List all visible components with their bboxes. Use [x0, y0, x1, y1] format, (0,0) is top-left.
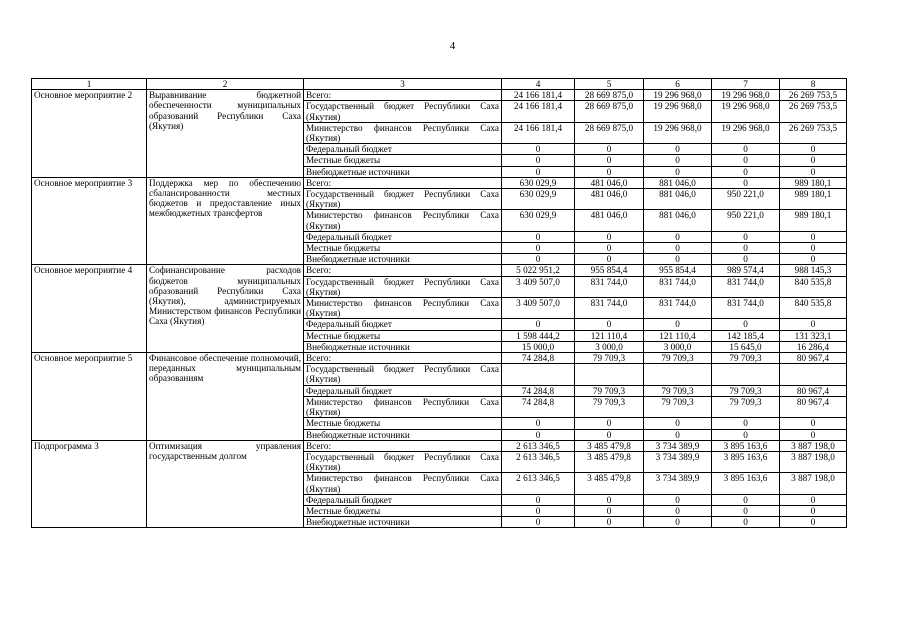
amount-cell: 19 296 968,0: [712, 122, 780, 143]
amount-cell: 0: [780, 505, 847, 516]
amount-cell: 840 535,8: [780, 298, 847, 319]
amount-cell: 0: [712, 144, 780, 155]
amount-cell: [575, 364, 644, 385]
amount-cell: 481 046,0: [575, 210, 644, 231]
amount-cell: 0: [575, 254, 644, 265]
amount-cell: 0: [575, 155, 644, 166]
amount-cell: 79 709,3: [644, 385, 712, 396]
amount-cell: 0: [502, 517, 575, 528]
amount-cell: 0: [780, 144, 847, 155]
funding-source-cell: Всего:: [304, 177, 502, 188]
amount-cell: 0: [502, 155, 575, 166]
event-name-cell: Подпрограмма 3: [32, 440, 147, 528]
amount-cell: 1 598 444,2: [502, 330, 575, 341]
amount-cell: 0: [712, 155, 780, 166]
amount-cell: [502, 364, 575, 385]
amount-cell: 0: [780, 231, 847, 242]
amount-cell: 74 284,8: [502, 396, 575, 417]
amount-cell: 0: [780, 517, 847, 528]
amount-cell: 3 409 507,0: [502, 298, 575, 319]
table-row: [32, 440, 847, 451]
event-description-cell: Финансовое обеспечение полномочий, переданных муниципальным образованиям: [147, 353, 304, 441]
amount-cell: 131 323,1: [780, 330, 847, 341]
amount-cell: 0: [502, 418, 575, 429]
amount-cell: 0: [575, 144, 644, 155]
funding-source-cell: Министерство финансов Республики Саха (Якутия): [304, 122, 502, 143]
amount-cell: 0: [575, 429, 644, 440]
column-header: 8: [780, 79, 847, 90]
amount-cell: 74 284,8: [502, 385, 575, 396]
budget-table: [31, 78, 847, 528]
amount-cell: 0: [712, 429, 780, 440]
amount-cell: 0: [780, 319, 847, 330]
amount-cell: 0: [712, 494, 780, 505]
amount-cell: 3 409 507,0: [502, 276, 575, 297]
funding-source-cell: Государственный бюджет Республики Саха (Якутия): [304, 276, 502, 297]
amount-cell: 988 145,3: [780, 265, 847, 276]
amount-cell: 28 669 875,0: [575, 122, 644, 143]
funding-source-cell: Федеральный бюджет: [304, 494, 502, 505]
amount-cell: 0: [712, 319, 780, 330]
funding-source-cell: Всего:: [304, 265, 502, 276]
amount-cell: 19 296 968,0: [644, 101, 712, 122]
amount-cell: 481 046,0: [575, 177, 644, 188]
amount-cell: 0: [502, 429, 575, 440]
amount-cell: 0: [575, 243, 644, 254]
amount-cell: 840 535,8: [780, 276, 847, 297]
amount-cell: 630 029,9: [502, 177, 575, 188]
funding-source-cell: Государственный бюджет Республики Саха (Якутия): [304, 189, 502, 210]
amount-cell: 0: [780, 166, 847, 177]
amount-cell: 0: [502, 166, 575, 177]
amount-cell: 26 269 753,5: [780, 101, 847, 122]
amount-cell: 3 887 198,0: [780, 440, 847, 451]
amount-cell: 950 221,0: [712, 189, 780, 210]
event-description-cell: Софинансирование расходов бюджетов муниципальных образований Республики Саха (Якутия), администрируемых Министерством финансов Республики Саха (Якутия): [147, 265, 304, 353]
funding-source-cell: Всего:: [304, 90, 502, 101]
amount-cell: 881 046,0: [644, 189, 712, 210]
amount-cell: 0: [502, 231, 575, 242]
amount-cell: 24 166 181,4: [502, 101, 575, 122]
amount-cell: 0: [780, 429, 847, 440]
amount-cell: 0: [502, 505, 575, 516]
amount-cell: 481 046,0: [575, 189, 644, 210]
amount-cell: 0: [712, 418, 780, 429]
amount-cell: 0: [644, 429, 712, 440]
amount-cell: 831 744,0: [575, 276, 644, 297]
column-header: 3: [304, 79, 502, 90]
amount-cell: 74 284,8: [502, 353, 575, 364]
amount-cell: 831 744,0: [575, 298, 644, 319]
amount-cell: 3 734 389,9: [644, 440, 712, 451]
amount-cell: 0: [644, 144, 712, 155]
amount-cell: 0: [712, 243, 780, 254]
funding-source-cell: Местные бюджеты: [304, 505, 502, 516]
amount-cell: 630 029,9: [502, 210, 575, 231]
funding-source-cell: Внебюджетные источники: [304, 254, 502, 265]
amount-cell: 26 269 753,5: [780, 90, 847, 101]
funding-source-cell: Государственный бюджет Республики Саха (Якутия): [304, 364, 502, 385]
funding-source-cell: Федеральный бюджет: [304, 144, 502, 155]
amount-cell: 80 967,4: [780, 353, 847, 364]
amount-cell: 79 709,3: [575, 396, 644, 417]
funding-source-cell: Министерство финансов Республики Саха (Якутия): [304, 210, 502, 231]
amount-cell: 0: [575, 319, 644, 330]
amount-cell: 79 709,3: [575, 385, 644, 396]
amount-cell: 831 744,0: [712, 298, 780, 319]
funding-source-cell: Министерство финансов Республики Саха (Якутия): [304, 473, 502, 494]
amount-cell: 3 895 163,6: [712, 451, 780, 472]
amount-cell: 19 296 968,0: [644, 90, 712, 101]
amount-cell: 0: [780, 418, 847, 429]
amount-cell: 0: [780, 155, 847, 166]
amount-cell: 0: [575, 517, 644, 528]
funding-source-cell: Всего:: [304, 353, 502, 364]
column-header: 5: [575, 79, 644, 90]
amount-cell: 0: [644, 166, 712, 177]
amount-cell: 3 485 479,8: [575, 440, 644, 451]
amount-cell: 955 854,4: [575, 265, 644, 276]
amount-cell: 0: [644, 319, 712, 330]
amount-cell: 3 895 163,6: [712, 440, 780, 451]
table-row: [32, 265, 847, 276]
amount-cell: 16 286,4: [780, 341, 847, 352]
amount-cell: 0: [712, 517, 780, 528]
amount-cell: 881 046,0: [644, 210, 712, 231]
header-row: [32, 79, 847, 90]
amount-cell: 0: [575, 166, 644, 177]
funding-source-cell: Федеральный бюджет: [304, 231, 502, 242]
amount-cell: 0: [712, 177, 780, 188]
amount-cell: 5 022 951,2: [502, 265, 575, 276]
column-header: 2: [147, 79, 304, 90]
event-description-cell: Оптимизация управления государственным долгом: [147, 440, 304, 528]
amount-cell: 881 046,0: [644, 177, 712, 188]
amount-cell: 79 709,3: [644, 396, 712, 417]
funding-source-cell: Внебюджетные источники: [304, 166, 502, 177]
amount-cell: 3 000,0: [644, 341, 712, 352]
funding-source-cell: Местные бюджеты: [304, 243, 502, 254]
amount-cell: 0: [575, 494, 644, 505]
amount-cell: 0: [780, 243, 847, 254]
amount-cell: 3 887 198,0: [780, 451, 847, 472]
amount-cell: 0: [780, 494, 847, 505]
event-description-cell: Выравнивание бюджетной обеспеченности муниципальных образований Республики Саха (Якутия): [147, 90, 304, 178]
amount-cell: 0: [575, 231, 644, 242]
amount-cell: 0: [644, 505, 712, 516]
amount-cell: 0: [644, 494, 712, 505]
amount-cell: 28 669 875,0: [575, 90, 644, 101]
funding-source-cell: Министерство финансов Республики Саха (Якутия): [304, 396, 502, 417]
page-number: 4: [449, 40, 456, 52]
amount-cell: 19 296 968,0: [712, 90, 780, 101]
amount-cell: 0: [502, 243, 575, 254]
amount-cell: 989 574,4: [712, 265, 780, 276]
funding-source-cell: Государственный бюджет Республики Саха (Якутия): [304, 451, 502, 472]
amount-cell: 0: [644, 418, 712, 429]
amount-cell: [712, 364, 780, 385]
amount-cell: 989 180,1: [780, 177, 847, 188]
funding-source-cell: Министерство финансов Республики Саха (Якутия): [304, 298, 502, 319]
funding-source-cell: Местные бюджеты: [304, 418, 502, 429]
amount-cell: 0: [644, 231, 712, 242]
budget-table-body: [32, 90, 847, 528]
amount-cell: 630 029,9: [502, 189, 575, 210]
table-row: [32, 177, 847, 188]
amount-cell: 0: [712, 231, 780, 242]
amount-cell: 79 709,3: [712, 353, 780, 364]
amount-cell: 0: [780, 254, 847, 265]
amount-cell: 831 744,0: [644, 276, 712, 297]
event-name-cell: Основное мероприятие 5: [32, 353, 147, 441]
amount-cell: 15 000,0: [502, 341, 575, 352]
amount-cell: 0: [644, 254, 712, 265]
amount-cell: 0: [644, 155, 712, 166]
amount-cell: 0: [502, 494, 575, 505]
amount-cell: 0: [644, 517, 712, 528]
amount-cell: 79 709,3: [575, 353, 644, 364]
amount-cell: 3 734 389,9: [644, 473, 712, 494]
amount-cell: 121 110,4: [644, 330, 712, 341]
funding-source-cell: Местные бюджеты: [304, 330, 502, 341]
amount-cell: 3 485 479,8: [575, 473, 644, 494]
amount-cell: 19 296 968,0: [712, 101, 780, 122]
funding-source-cell: Всего:: [304, 440, 502, 451]
amount-cell: 950 221,0: [712, 210, 780, 231]
amount-cell: 79 709,3: [712, 396, 780, 417]
event-name-cell: Основное мероприятие 4: [32, 265, 147, 353]
amount-cell: 831 744,0: [644, 298, 712, 319]
funding-source-cell: Внебюджетные источники: [304, 517, 502, 528]
amount-cell: 79 709,3: [712, 385, 780, 396]
amount-cell: 989 180,1: [780, 210, 847, 231]
amount-cell: 0: [712, 505, 780, 516]
amount-cell: 3 887 198,0: [780, 473, 847, 494]
amount-cell: 955 854,4: [644, 265, 712, 276]
funding-source-cell: Федеральный бюджет: [304, 385, 502, 396]
column-header: 6: [644, 79, 712, 90]
funding-source-cell: Местные бюджеты: [304, 155, 502, 166]
amount-cell: 24 166 181,4: [502, 90, 575, 101]
amount-cell: 79 709,3: [644, 353, 712, 364]
amount-cell: 80 967,4: [780, 385, 847, 396]
amount-cell: [644, 364, 712, 385]
amount-cell: 121 110,4: [575, 330, 644, 341]
amount-cell: 3 000,0: [575, 341, 644, 352]
column-header: 4: [502, 79, 575, 90]
amount-cell: 80 967,4: [780, 396, 847, 417]
amount-cell: 2 613 346,5: [502, 473, 575, 494]
table-row: [32, 90, 847, 101]
amount-cell: 989 180,1: [780, 189, 847, 210]
amount-cell: 0: [712, 254, 780, 265]
amount-cell: 831 744,0: [712, 276, 780, 297]
event-name-cell: Основное мероприятие 3: [32, 177, 147, 265]
funding-source-cell: Внебюджетные источники: [304, 341, 502, 352]
amount-cell: 24 166 181,4: [502, 122, 575, 143]
column-header: 7: [712, 79, 780, 90]
amount-cell: 19 296 968,0: [644, 122, 712, 143]
amount-cell: 3 895 163,6: [712, 473, 780, 494]
amount-cell: 0: [502, 254, 575, 265]
amount-cell: 0: [502, 144, 575, 155]
amount-cell: 0: [502, 319, 575, 330]
funding-source-cell: Федеральный бюджет: [304, 319, 502, 330]
event-name-cell: Основное мероприятие 2: [32, 90, 147, 178]
amount-cell: 0: [575, 505, 644, 516]
amount-cell: 2 613 346,5: [502, 451, 575, 472]
amount-cell: 15 645,0: [712, 341, 780, 352]
amount-cell: 2 613 346,5: [502, 440, 575, 451]
column-header: 1: [32, 79, 147, 90]
amount-cell: 0: [575, 418, 644, 429]
amount-cell: 26 269 753,5: [780, 122, 847, 143]
amount-cell: 3 485 479,8: [575, 451, 644, 472]
amount-cell: [780, 364, 847, 385]
amount-cell: 0: [644, 243, 712, 254]
amount-cell: 3 734 389,9: [644, 451, 712, 472]
funding-source-cell: Внебюджетные источники: [304, 429, 502, 440]
amount-cell: 28 669 875,0: [575, 101, 644, 122]
table-row: [32, 353, 847, 364]
funding-source-cell: Государственный бюджет Республики Саха (Якутия): [304, 101, 502, 122]
event-description-cell: Поддержка мер по обеспечению сбалансированности местных бюджетов и предоставление иных межбюджетных трансфертов: [147, 177, 304, 265]
amount-cell: 142 185,4: [712, 330, 780, 341]
amount-cell: 0: [712, 166, 780, 177]
